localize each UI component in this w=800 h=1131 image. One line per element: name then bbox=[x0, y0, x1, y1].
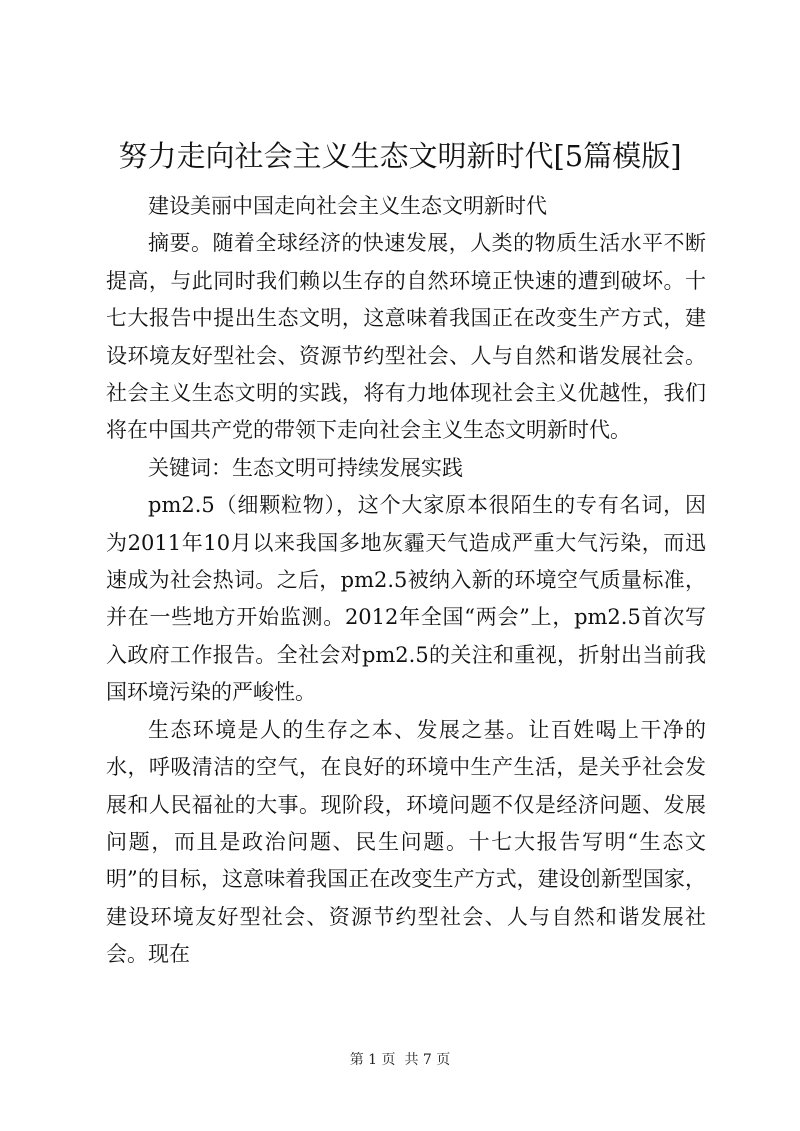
document-body bbox=[106, 188, 706, 974]
page-number: 第 1 页 共 7 页 bbox=[349, 1052, 451, 1068]
keywords-paragraph: 关键词：生态文明可持续发展实践 bbox=[148, 455, 463, 480]
subtitle-paragraph: 建设美丽中国走向社会主义生态文明新时代 bbox=[148, 194, 547, 218]
document-title: 努力走向社会主义生态文明新时代[5篇模版] bbox=[118, 139, 682, 173]
body-paragraph-environment: 生态环境是人的生存之本、发展之基。让百姓喝上干净的水，呼吸清洁的空气，在良好的环境中生产生活，是关乎社会发展和人民福祉的大事。现阶段，环境问题不仅是经济问题、发展问题，而且是政治问题、民生问题。十七大报告写明“生态文明”的目标，这意味着我国正在改变生产方式，建设创新型国家，建设环境友好型社会、资源节约型社会、人与自然和谐发展社会。现在 bbox=[106, 717, 706, 967]
page-footer bbox=[0, 1050, 800, 1070]
body-paragraph-pm25: pm2.5（细颗粒物），这个大家原本很陌生的专有名词，因为2011年10月以来我国多地灰霾天气造成严重大气污染，而迅速成为社会热词。之后，pm2.5被纳入新的环境空气质量标准，并在一些地方开始监测。2012年全国“两会”上，pm2.5首次写入政府工作报告。全社会对pm2.5的关注和重视，折射出当前我国环境污染的严峻性。 bbox=[106, 493, 706, 705]
abstract-paragraph: 摘要。随着全球经济的快速发展，人类的物质生活水平不断提高，与此同时我们赖以生存的自然环境正快速的遭到破坏。十七大报告中提出生态文明，这意味着我国正在改变生产方式，建设环境友好型社会、资源节约型社会、人与自然和谐发展社会。社会主义生态文明的实践，将有力地体现社会主义优越性，我们将在中国共产党的带领下走向社会主义生态文明新时代。 bbox=[106, 231, 706, 443]
